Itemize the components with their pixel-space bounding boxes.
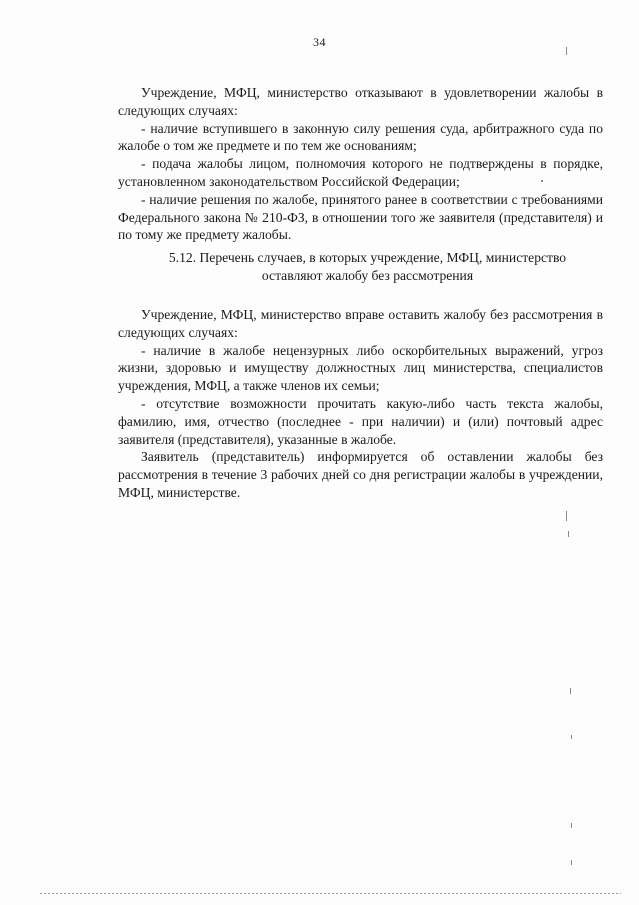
scan-artifact: [566, 47, 567, 55]
list-item: - наличие в жалобе нецензурных либо оскорбительных выражений, угроз жизни, здоровью и имуществу должностных лиц министерства, специалистов учреждения, МФЦ, а также членов их семьи;: [118, 342, 603, 394]
heading-line: 5.12. Перечень случаев, в которых учреждение, МФЦ, министерство: [168, 250, 567, 265]
section-no-review-grounds: [118, 306, 603, 502]
scan-artifact: [570, 688, 571, 694]
scan-artifact: [566, 511, 567, 521]
scan-artifact: [571, 860, 572, 865]
section-heading: [150, 249, 585, 285]
paragraph: Учреждение, МФЦ, министерство вправе оставить жалобу без рассмотрения в следующих случаях:: [118, 307, 603, 340]
page-number: 34: [313, 35, 326, 49]
heading-line: оставляют жалобу без рассмотрения: [261, 267, 474, 283]
list-item: - наличие вступившего в законную силу решения суда, арбитражного суда по жалобе о том же предмете и по тем же основаниям;: [118, 120, 603, 154]
paragraph: Заявитель (представитель) информируется об оставлении жалобы без рассмотрения в течение 3 рабочих дней со дня регистрации жалобы в учреждении, МФЦ, министерстве.: [118, 449, 603, 500]
list-item: - наличие решения по жалобе, принятого ранее в соответствии с требованиями Федерального закона № 210-ФЗ, в отношении того же заявителя (представителя) и по тому же предмету жалобы.: [118, 191, 603, 243]
section-refusal-grounds: [118, 84, 603, 244]
paragraph: Учреждение, МФЦ, министерство отказывают в удовлетворении жалобы в следующих случаях:: [118, 85, 603, 118]
list-item: - отсутствие возможности прочитать какую-либо часть текста жалобы, фамилию, имя, отчество (последнее - при наличии) и (или) почтовый адрес заявителя (представителя), указанные в жалобе.: [118, 395, 603, 447]
scan-artifact: [571, 735, 572, 739]
scan-edge-line: [40, 893, 621, 894]
scan-artifact: [568, 531, 569, 537]
scan-artifact: [541, 180, 543, 182]
list-item: - подача жалобы лицом, полномочия которого не подтверждены в порядке, установленном законодательством Российской Федерации;: [118, 156, 603, 189]
scan-artifact: [571, 823, 572, 828]
